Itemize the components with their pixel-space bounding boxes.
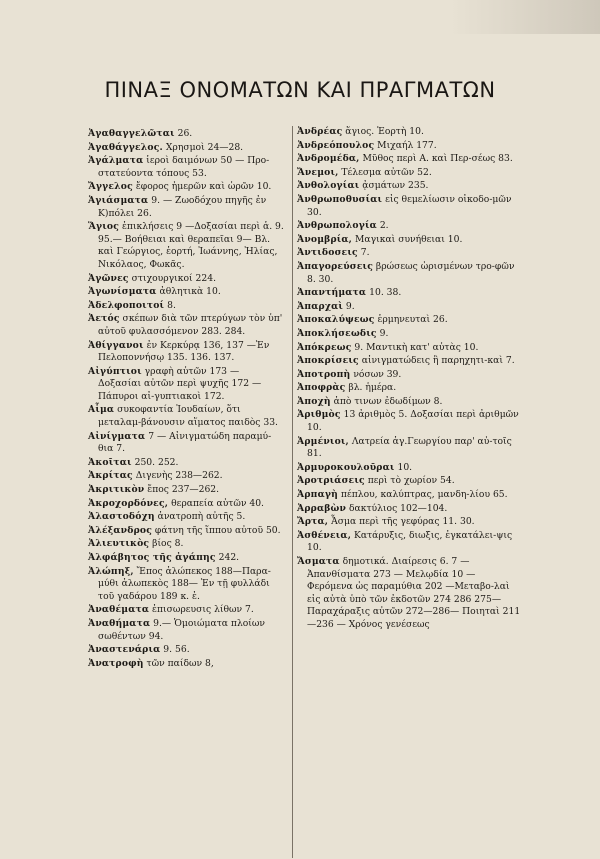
index-entry-text: βλ. ἡμέρα. — [345, 382, 397, 394]
index-entry-text: ἑρμηνευταὶ 26. — [374, 314, 448, 326]
index-entry-headword: Ἀγῶνες — [88, 272, 129, 284]
index-entry-headword: Ἀπόκρεως — [297, 341, 352, 353]
index-entry-headword: Ἀποτροπὴ — [297, 368, 351, 380]
index-entry-headword: Ἅγιος — [88, 221, 120, 233]
index-entry — [297, 369, 521, 382]
index-entry-text: 9.— Ὁμοιώματα πλοίων σωθέντων 94. — [98, 617, 265, 642]
index-entry-text: Χρησμοὶ 24—28. — [162, 141, 244, 153]
index-entry-text: δημοτικά. Διαίρεσις 6. 7 — Ἀπανθίσματα 273 — Μελῳδία 10 — Φερόμενα ὡς παραμύθια 202 —Μεταβο-λαὶ εἰς αὐτὰ ὑπὸ τῶν ἐκδοτῶν 274 286 275—Παραχάραξις αὐτῶν 272—286— Ποιηταὶ 211—236 — Χρόνος γενέσεως — [307, 556, 521, 630]
index-entry-headword: Ἀθίγγανοι — [88, 339, 144, 351]
index-entry — [88, 366, 284, 404]
index-entry-headword: Ἀποχὴ — [297, 395, 331, 407]
index-entry-headword: Ἀντιδοσεις — [297, 247, 358, 259]
index-entry-headword: Ἄγγελος — [88, 181, 133, 193]
index-entry — [88, 498, 284, 511]
index-entry-headword: Ἀπαντήματα — [297, 287, 367, 299]
index-entry — [88, 618, 284, 643]
index-entry-text: Διγενὴς 238—262. — [132, 470, 223, 482]
index-entry-headword: Ἀλφάβητος τῆς ἀγάπης — [88, 552, 216, 563]
index-entry-headword: Ἀποκρίσεις — [297, 355, 359, 367]
index-entry-text: 10. 38. — [366, 287, 402, 299]
index-entry-headword: Ἄρτα, — [297, 516, 329, 528]
index-entry — [88, 644, 284, 657]
index-entry-headword: Ἀνδρομέδα, — [297, 153, 360, 165]
index-entry-text: 9. Μαντικὴ κατ' αὐτὰς 10. — [351, 341, 479, 353]
index-entry — [297, 475, 521, 488]
index-entry-text: Μῦθος περὶ Α. καὶ Περ-σέως 83. — [359, 153, 513, 165]
index-entry-headword: Ἀναθήματα — [88, 617, 151, 629]
index-entry-text: Λατρεία ἁγ.Γεωργίου παρ' αὐ-τοῖς 81. — [307, 435, 512, 460]
index-entry-headword: Ἀρπαγὴ — [297, 489, 338, 501]
index-entry-headword: Ἀποφρὰς — [297, 382, 346, 394]
index-entry — [88, 128, 284, 141]
index-entry-headword: Ἀγάλματα — [88, 155, 144, 167]
index-entry — [297, 382, 521, 395]
index-entry-headword: Ἀρραβὼν — [297, 502, 347, 514]
index-entry-headword: Ἀπαγορεύσεις — [297, 260, 373, 272]
index-entry-headword: Ἀσθένεια, — [297, 529, 352, 541]
index-entry — [88, 340, 284, 365]
index-entry-headword: Ἀποκαλύψεως — [297, 314, 375, 326]
index-entry — [88, 181, 284, 194]
index-entry — [297, 287, 521, 300]
index-entry-headword: Ἀλώπηξ, — [88, 565, 134, 577]
index-entry — [88, 525, 284, 538]
index-entry — [297, 247, 521, 260]
index-entry-headword: Ἀετός — [88, 313, 120, 325]
index-entry-headword: Ἀναθέματα — [88, 604, 150, 616]
index-entry-text: 9. — [376, 327, 389, 339]
index-entry — [88, 538, 284, 551]
index-entry-text: 8. — [164, 299, 176, 311]
index-entry — [297, 503, 521, 516]
index-entry — [297, 180, 521, 193]
index-entry — [297, 126, 521, 139]
index-entry — [297, 530, 521, 555]
index-entry-text: βρώσεως ὡρισμένων τρο-φῶν 8. 30. — [307, 260, 515, 285]
index-entry — [88, 273, 284, 286]
index-entry-text: πέπλου, καλύπτρας, μανδη-λίου 65. — [337, 489, 508, 501]
index-entry-headword: Αἰνίγματα — [88, 430, 146, 442]
index-entry — [297, 409, 521, 434]
index-entry — [297, 489, 521, 502]
index-entry-text: Μιχαήλ 177. — [374, 139, 437, 151]
index-entry — [297, 261, 521, 286]
index-entry-text: 250. 252. — [131, 456, 179, 468]
index-entry-text: σκέπων διὰ τῶν πτερύγων τὸν ὑπ' αὐτοῦ φυλασσόμενον 283. 284. — [98, 313, 283, 337]
index-entry — [297, 328, 521, 341]
index-entry-headword: Ἀλαστοδόχη — [88, 511, 155, 523]
index-entry-headword: Ἀλιευτικὸς — [88, 538, 150, 550]
index-entry-text: 9. 56. — [160, 644, 190, 656]
index-column-left — [88, 128, 284, 671]
index-entry-text: ἐν Κερκύρᾳ 136, 137 —Ἐν Πελοποννήσῳ 135. 136. 137. — [98, 339, 270, 364]
index-entry — [88, 142, 284, 155]
index-entry — [297, 153, 521, 166]
index-entry-text: ἐπισωρευσις λίθων 7. — [149, 604, 254, 616]
index-entry — [297, 234, 521, 247]
index-entry-headword: Ἀπαρχαὶ — [297, 300, 343, 312]
index-entry — [88, 404, 284, 429]
index-entry-headword: Ἀγαθάγγελος. — [88, 141, 163, 153]
index-entry-text: ἐπικλήσεις 9 —Δοξασίαι περὶ ἁ. 9. 95.— Βοήθειαι καὶ θεραπεῖαι 9— Βλ. καὶ Γεώργιος, ἑορτή, Ἰωάννης, Ἠλίας, Νικόλαος, Φωκᾶς. — [98, 221, 284, 270]
index-entry — [297, 355, 521, 368]
index-entry-text: ἱεροὶ δαιμόνων 50 — Προ-στατεύοντα τόπους 53. — [98, 155, 270, 179]
index-entry-text: φάτνη τῆς ἵππου αὐτοῦ 50. — [152, 524, 281, 536]
index-entry-headword: Ἀκροχορδόνες, — [88, 497, 169, 509]
index-entry-text: βίος 8. — [149, 538, 184, 550]
index-entry — [88, 511, 284, 524]
index-entry — [297, 167, 521, 180]
index-entry-headword: Ἀνδρέας — [297, 126, 343, 137]
index-entry — [88, 313, 284, 338]
index-entry — [88, 155, 284, 180]
index-entry-text: Ἆσμα περὶ τῆς γεφύρας 11. 30. — [328, 516, 475, 528]
index-entry — [88, 552, 284, 565]
page-title: ΠΙΝΑΞ ΟΝΟΜΑΤΩΝ ΚΑΙ ΠΡΑΓΜΑΤΩΝ — [104, 78, 496, 102]
index-entry-text: 242. — [215, 552, 240, 563]
index-column-right — [292, 126, 521, 858]
index-entry — [88, 300, 284, 313]
index-entry-headword: Ἀναστενάρια — [88, 644, 161, 656]
index-entry-headword: Αἰγύπτιοι — [88, 365, 142, 377]
index-entry — [88, 221, 284, 271]
index-entry-text: περὶ τὸ χωρίον 54. — [364, 475, 455, 487]
index-entry-headword: Ἀνθολογίαι — [297, 180, 360, 192]
index-entry-text: 9. — Ζωοδόχου πηγῆς ἐν Κ)πόλει 26. — [98, 194, 267, 219]
index-entry-text: 7 — Αἰνιγματώδη παραμύ-θια 7. — [98, 430, 272, 455]
index-entry-text: 13 ἀριθμὸς 5. Δοξασίαι περὶ ἀριθμῶν 10. — [307, 409, 519, 434]
index-entry-text: τῶν παίδων 8, — [143, 657, 214, 669]
index-entry-text: 7. — [357, 247, 370, 259]
index-entry — [297, 436, 521, 461]
index-entry — [88, 431, 284, 456]
index-entry-headword: Ἀγωνίσματα — [88, 286, 157, 298]
index-entry-headword: Αἷμα — [88, 404, 115, 416]
index-entry-text: Κατάρυξις, διωξις, ἐγκατάλει-ψις 10. — [307, 529, 513, 554]
index-entry-headword: Ἄνεμοι, — [297, 166, 339, 178]
index-entry-text: 2. — [376, 220, 389, 232]
index-entry-headword: Ἀρμυροκουλοῦραι — [297, 461, 395, 473]
index-entry-headword: Ἀνδρεόπουλος — [297, 139, 375, 151]
index-entry — [297, 396, 521, 409]
index-entry — [297, 556, 521, 632]
index-entry — [88, 484, 284, 497]
index-entry-headword: Ἀριθμὸς — [297, 409, 341, 421]
page-corner-shadow — [450, 0, 600, 34]
index-entry — [297, 220, 521, 233]
index-entry — [88, 286, 284, 299]
index-entry-text: ᾀσμάτων 235. — [359, 180, 429, 192]
index-entry — [88, 604, 284, 617]
index-entry — [297, 140, 521, 153]
index-entry — [297, 342, 521, 355]
index-entry — [297, 301, 521, 314]
index-entry — [297, 194, 521, 219]
index-entry-headword: Ἀνθρωπολογία — [297, 220, 377, 232]
index-entry-headword: Ἀποκλήσεωδις — [297, 327, 377, 339]
index-entry-text: ἀνατροπὴ αὐτῆς 5. — [154, 511, 246, 523]
index-entry — [88, 470, 284, 483]
index-entry — [297, 314, 521, 327]
index-entry-headword: Ἄσματα — [297, 556, 340, 567]
index-entry — [88, 658, 284, 671]
index-entry-text: ἔφορος ἡμερῶν καὶ ὡρῶν 10. — [132, 181, 272, 193]
index-entry-text: 26. — [174, 128, 193, 139]
index-entry-headword: Ἁγιάσματα — [88, 194, 149, 206]
index-entry-text: 10. — [394, 461, 413, 473]
index-entry-text: δακτύλιος 102—104. — [346, 502, 448, 514]
index-entry — [88, 566, 284, 604]
index-entry — [297, 516, 521, 529]
index-entry-text: ἀθλητικὰ 10. — [156, 286, 221, 298]
index-entry-text: Ἔπος ἀλώπεκος 188—Παρα-μύθι ἀλωπεκὸς 188— Ἐν τῇ φυλλάδι τοῦ γαδάρου 189 κ. ἑ. — [98, 565, 271, 602]
index-entry-headword: Ἀκριτικὸν — [88, 484, 145, 496]
index-entry-text: συκοφαντία Ἰουδαίων, ὅτι μεταλαμ-βάνουσιν αἵματος παιδὸς 33. — [98, 404, 278, 429]
index-entry-headword: Ἀκρίτας — [88, 470, 133, 482]
index-entry-headword: Ἀνομβρία, — [297, 233, 353, 245]
index-entry — [88, 457, 284, 470]
index-entry-text: αἰνιγματώδεις ἢ παρηχητι-καὶ 7. — [358, 355, 515, 367]
index-entry-text: ἀπὸ τινων ἐδωδίμων 8. — [330, 395, 443, 407]
index-entry-headword: Ἀγαθαγγελῶται — [88, 128, 175, 139]
index-entry-headword: Ἀκοῖται — [88, 456, 132, 468]
index-entry-text: νόσων 39. — [350, 368, 402, 380]
index-entry-headword: Ἀλέξανδρος — [88, 524, 153, 536]
index-entry-text: γραφὴ αὐτῶν 173 — Δοξασίαι αὐτῶν περὶ ψυχῆς 172 —Πάπυροι αἰ-γυπτιακοὶ 172. — [98, 365, 262, 402]
index-entry-text: εἰς θεμελίωσιν οἰκοδο-μῶν 30. — [307, 193, 512, 218]
index-entry-headword: Ἀροτριάσεις — [297, 475, 365, 487]
index-entry — [297, 462, 521, 475]
index-entry-headword: Ἀδελφοποιτοί — [88, 299, 165, 311]
index-entry-headword: Ἀρμένιοι, — [297, 435, 349, 447]
index-entry-text: Μαγικαὶ συνήθειαι 10. — [352, 233, 463, 245]
index-entry-text: ἔπος 237—262. — [144, 484, 220, 496]
index-entry — [88, 195, 284, 220]
index-entry-headword: Ἀνθρωποθυσίαι — [297, 193, 383, 205]
index-entry-headword: Ἀνατροφὴ — [88, 657, 144, 669]
index-entry-text: ἅγιος. Ἑορτὴ 10. — [342, 126, 424, 137]
index-entry-text: θεραπεία αὐτῶν 40. — [168, 497, 264, 509]
index-entry-text: Τέλεσμα αὐτῶν 52. — [338, 166, 432, 178]
index-entry-text: 9. — [343, 300, 355, 312]
index-entry-text: στιχουργικοί 224. — [128, 272, 217, 284]
